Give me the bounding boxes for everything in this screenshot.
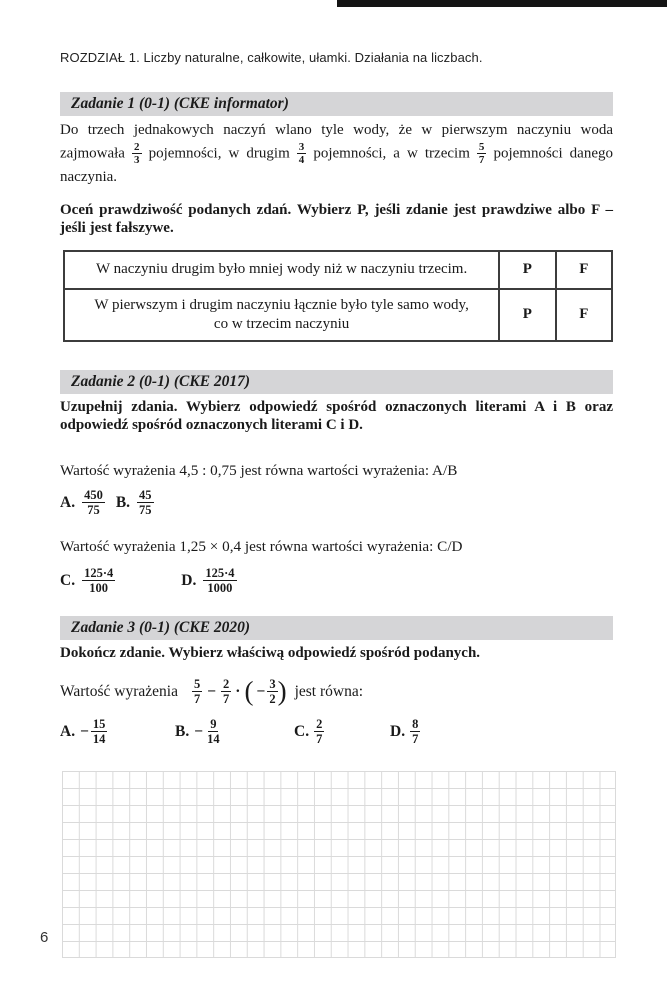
task2-statement-ab: Wartość wyrażenia 4,5 : 0,75 jest równa wartości wyrażenia: A/B — [60, 461, 458, 479]
statement-cell: W pierwszym i drugim naczyniu łącznie było tyle samo wody, co w trzecim naczyniu — [64, 289, 499, 341]
table-row — [64, 289, 612, 341]
option-a-fraction: $\frac{450}{75}$ — [84, 488, 103, 518]
task1-intro — [60, 120, 613, 188]
fraction: $\frac{2}{3}$ — [134, 141, 140, 167]
fraction: $\frac{2}{7}$ — [223, 677, 230, 707]
task2-options-cd — [60, 566, 613, 596]
task3-expression — [60, 675, 613, 709]
fraction: $\frac{5}{7}$ — [193, 677, 201, 707]
page-content — [60, 0, 613, 958]
option-label-d: D. — [181, 571, 197, 589]
answer-d-fraction: $\frac{8}{7}$ — [412, 717, 419, 747]
task1-instruction: Oceń prawdziwość podanych zdań. Wybierz P, jeśli zdanie jest prawdziwe albo F – jeśli jest fałszywe. — [60, 201, 613, 237]
fraction: $\frac{5}{7}$ — [478, 141, 485, 167]
f-cell: F — [556, 289, 612, 341]
graph-paper-workspace — [62, 771, 616, 958]
intro-text: pojemności, w drugim — [141, 145, 297, 162]
option-d-fraction: $\frac{125\cdot 4}{1000}$ — [205, 566, 235, 596]
intro-text: Do trzech jednakowych naczyń wlano tyle wody, że w pierwszym naczyniu woda zajmowała — [60, 122, 613, 162]
expression-suffix: jest równa: — [294, 682, 364, 700]
fraction: $\frac{3}{4}$ — [298, 141, 305, 167]
p-cell: P — [499, 289, 555, 341]
left-paren: ( — [244, 676, 254, 707]
answer-a: A. − $\frac{15}{14}$ — [60, 717, 106, 747]
intro-text: pojemności danego naczynia. — [60, 145, 613, 185]
answer-a-fraction: $\frac{15}{14}$ — [92, 717, 106, 747]
fraction: $\frac{3}{2}$ — [269, 677, 276, 707]
multiply-dot-operator: · — [235, 682, 241, 700]
task3-title-bar — [60, 616, 613, 640]
task2-instruction: Uzupełnij zdania. Wybierz odpowiedź spośród oznaczonych literami A i B oraz odpowiedź spośród oznaczonych literami C i D. — [60, 398, 613, 434]
task2-title: Zadanie 2 (0-1) (CKE 2017) — [71, 372, 251, 390]
page-number: 6 — [40, 929, 49, 946]
answer-b-fraction: $\frac{9}{14}$ — [207, 717, 220, 747]
task1-title-bar — [60, 92, 613, 116]
minus-operator: − — [256, 682, 266, 700]
chapter-header: ROZDZIAŁ 1. Liczby naturalne, całkowite, ułamki. Działania na liczbach. — [60, 50, 483, 65]
table-row — [64, 251, 612, 289]
option-b-fraction: $\frac{45}{75}$ — [139, 488, 152, 518]
intro-text: pojemności, a w trzecim — [306, 145, 477, 162]
option-label-c: C. — [60, 571, 76, 589]
p-cell: P — [499, 251, 555, 289]
task3-answers — [60, 717, 613, 747]
answer-d: D. $\frac{8}{7}$ — [390, 717, 419, 747]
pf-table — [63, 250, 613, 342]
answer-b: B. − $\frac{9}{14}$ — [175, 717, 220, 747]
task2-statement-cd: Wartość wyrażenia 1,25 × 0,4 jest równa wartości wyrażenia: C/D — [60, 537, 463, 555]
task1-title: Zadanie 1 (0-1) (CKE informator) — [71, 95, 289, 112]
expression-prefix: Wartość wyrażenia — [60, 682, 178, 700]
answer-c: C. $\frac{2}{7}$ — [294, 717, 323, 747]
minus-sign: − — [80, 722, 89, 740]
option-c-fraction: $\frac{125\cdot 4}{100}$ — [84, 566, 114, 596]
minus-operator: − — [207, 682, 217, 700]
right-paren: ) — [277, 676, 287, 707]
statement-cell: W naczyniu drugim było mniej wody niż w naczyniu trzecim. — [64, 251, 499, 289]
task3-title: Zadanie 3 (0-1) (CKE 2020) — [71, 618, 251, 636]
task2-title-bar — [60, 370, 613, 394]
option-label-b: B. — [115, 493, 131, 511]
f-cell: F — [556, 251, 612, 289]
task3-instruction: Dokończ zdanie. Wybierz właściwą odpowiedź spośród podanych. — [60, 644, 481, 661]
option-label-a: A. — [60, 493, 76, 511]
answer-c-fraction: $\frac{2}{7}$ — [316, 717, 323, 747]
minus-sign: − — [194, 722, 204, 740]
task2-options-ab — [60, 488, 613, 518]
